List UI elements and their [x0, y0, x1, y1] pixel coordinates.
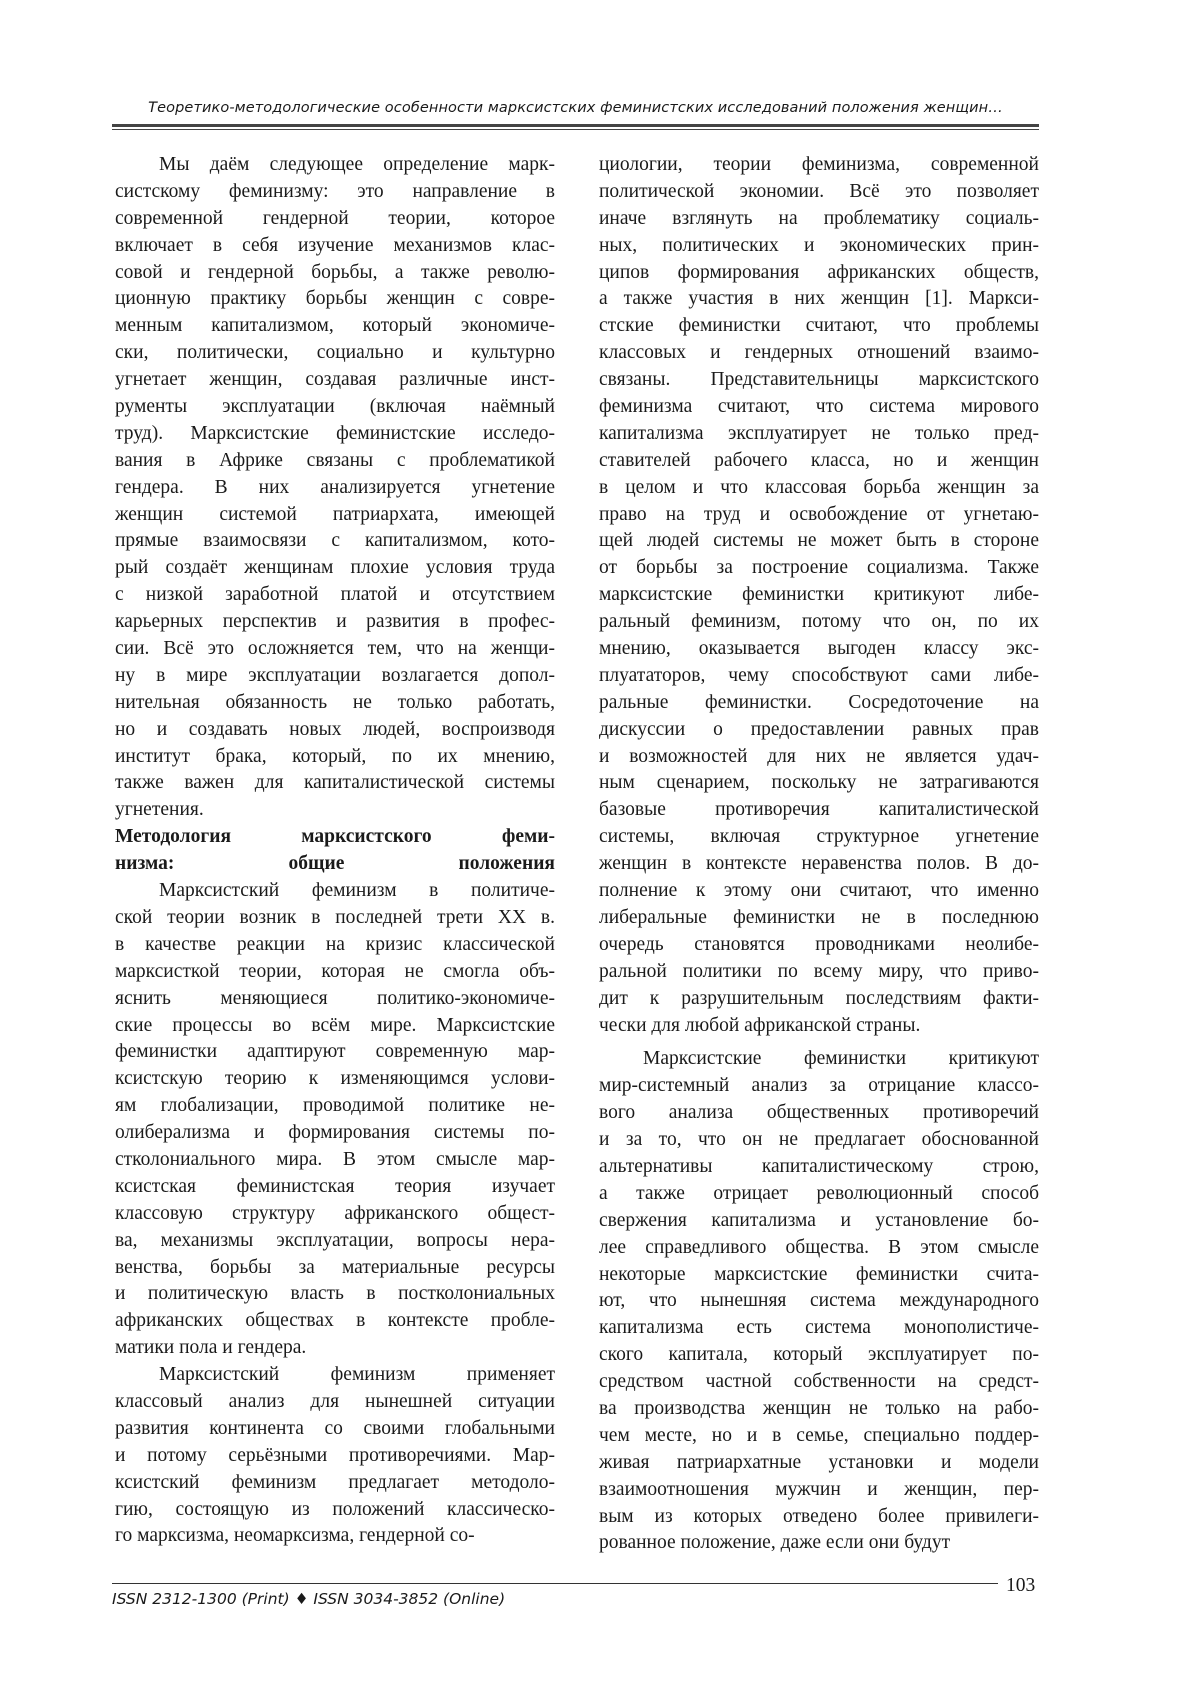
text-line: ксистскую теорию к изменяющимся услови- [115, 1068, 555, 1090]
text-line: африканских обществах в контексте пробле- [115, 1310, 555, 1332]
text-line: некоторые марксистские феминистки счита- [599, 1263, 1039, 1285]
text-line: а также отрицает революционный способ [599, 1182, 1039, 1204]
section-heading-line: низма: общие положения [115, 853, 555, 875]
footer-rule [112, 1583, 998, 1584]
text-line: ставителей рабочего класса, но и женщин [599, 449, 1039, 471]
text-line: классовых и гендерных отношений взаимо- [599, 342, 1039, 364]
text-line: классовый анализ для нынешней ситуации [115, 1390, 555, 1412]
text-line: нительная обязанность не только работать, [115, 691, 555, 713]
text-line: олиберализма и формирования системы по- [115, 1122, 555, 1144]
text-line: угнетения. [115, 799, 204, 821]
header-rule [112, 124, 1039, 130]
text-line: марксистские феминистки критикуют либе- [599, 584, 1039, 606]
text-line: с низкой заработной платой и отсутствием [115, 584, 555, 606]
text-line: феминизма считают, что система мирового [599, 396, 1039, 418]
text-line: но и создавать новых людей, воспроизводя [115, 718, 555, 740]
text-line: системы, включая структурное угнетение [599, 826, 1039, 848]
text-line: Марксистские феминистки критикуют [643, 1048, 1039, 1070]
text-line: совой и гендерной борьбы, а также револю- [115, 261, 555, 283]
text-line: свержения капитализма и установление бо- [599, 1209, 1039, 1231]
text-line: яснить меняющиеся политико-экономиче- [115, 987, 555, 1009]
text-line: альтернативы капиталистическому строю, [599, 1155, 1039, 1177]
text-line: базовые противоречия капиталистической [599, 799, 1039, 821]
section-heading-line: Методология марксистского феми- [115, 826, 555, 848]
text-line: включает в себя изучение механизмов клас- [115, 234, 555, 256]
text-line: мир-системный анализ за отрицание классо- [599, 1075, 1039, 1097]
text-line: марксисткой теории, которая не смогла объ- [115, 960, 555, 982]
text-line: вого анализа общественных противоречий [599, 1102, 1039, 1124]
text-line: прямые взаимосвязи с капитализмом, кото- [115, 530, 555, 552]
text-line: чески для любой африканской страны. [599, 1014, 921, 1036]
text-line: мнению, оказывается выгоден классу экс- [599, 638, 1039, 660]
text-line: ральной политики по всему миру, что приво- [599, 960, 1039, 982]
text-line: ных, политических и экономических прин- [599, 234, 1039, 256]
text-line: институт брака, который, по их мнению, [115, 745, 555, 767]
text-line: систскому феминизму: это направление в [115, 180, 555, 202]
text-line: феминистки адаптируют современную мар- [115, 1041, 555, 1063]
text-line: угнетает женщин, создавая различные инст- [115, 369, 555, 391]
text-line: чем месте, но и в семье, специально поддер- [599, 1424, 1039, 1446]
text-line: вым из которых отведено более привилеги- [599, 1505, 1039, 1527]
text-line: ксистский феминизм предлагает методоло- [115, 1471, 555, 1493]
text-line: взаимоотношения мужчин и женщин, пер- [599, 1478, 1039, 1500]
text-line: ски, политически, социально и культурно [115, 342, 555, 364]
text-line: вания в Африке связаны с проблематикой [115, 449, 555, 471]
text-line: ям глобализации, проводимой политике не- [115, 1095, 555, 1117]
text-line: рованное положение, даже если они будут [599, 1532, 951, 1554]
text-line: а также участия в них женщин [1]. Маркси- [599, 288, 1039, 310]
text-line: труд). Марксистские феминистские исследо- [115, 422, 555, 444]
text-line: плуататоров, чему способствуют сами либе- [599, 664, 1039, 686]
text-line: полнение к этому они считают, что именно [599, 880, 1039, 902]
page-number: 103 [1006, 1575, 1036, 1596]
text-line: матики пола и гендера. [115, 1337, 307, 1359]
text-line: ксистская феминистская теория изучает [115, 1175, 555, 1197]
text-line: рументы эксплуатации (включая наёмный [115, 396, 555, 418]
text-line: рый создаёт женщинам плохие условия труда [115, 557, 555, 579]
text-line: гендера. В них анализируется угнетение [115, 476, 555, 498]
text-line: капитализма эксплуатирует не только пред- [599, 422, 1039, 444]
text-line: карьерных перспектив и развития в профес- [115, 611, 555, 633]
text-line: капитализма есть система монополистиче- [599, 1317, 1039, 1339]
text-line: венства, борьбы за материальные ресурсы [115, 1256, 555, 1278]
text-line: от борьбы за построение социализма. Также [599, 557, 1039, 579]
text-line: стские феминистки считают, что проблемы [599, 315, 1039, 337]
right-column [599, 152, 1039, 1557]
text-line: стколониального мира. В этом смысле мар- [115, 1148, 555, 1170]
text-line: политической экономии. Всё это позволяет [599, 180, 1039, 202]
text-line: ва производства женщин не только на рабо- [599, 1397, 1039, 1419]
text-line: иначе взглянуть на проблематику социаль- [599, 207, 1039, 229]
paragraph-gap [599, 1039, 1039, 1046]
text-line: современной гендерной теории, которое [115, 207, 555, 229]
text-line: очередь становятся проводниками неолибе- [599, 933, 1039, 955]
text-line: в качестве реакции на кризис классической [115, 933, 555, 955]
text-line: го марксизма, неомарксизма, гендерной со- [115, 1525, 475, 1547]
text-line: женщин системой патриархата, имеющей [115, 503, 555, 525]
text-line: Мы даём следующее определение марк- [159, 154, 555, 175]
text-line: и за то, что он не предлагает обоснованной [599, 1129, 1039, 1151]
text-line: ципов формирования африканских обществ, [599, 261, 1039, 283]
text-line: и возможностей для них не является удач- [599, 745, 1039, 767]
text-line: ну в мире эксплуатации возлагается допол- [115, 664, 555, 686]
text-line: ным сценарием, поскольку не затрагиваются [599, 772, 1039, 794]
text-line: женщин в контексте неравенства полов. В до- [599, 853, 1039, 875]
text-line: право на труд и освобождение от угнетаю- [599, 503, 1039, 525]
text-line: Марксистский феминизм в политиче- [159, 880, 555, 902]
text-line: средством частной собственности на средст- [599, 1371, 1039, 1393]
text-line: ционную практику борьбы женщин с совре- [115, 288, 555, 310]
text-line: либеральные феминистки не в последнюю [599, 906, 1039, 928]
text-line: и потому серьёзными противоречиями. Мар- [115, 1444, 555, 1466]
issn-line: ISSN 2312-1300 (Print) ♦ ISSN 3034-3852 (Online) [112, 1590, 506, 1608]
text-line: ские процессы во всём мире. Марксистские [115, 1014, 555, 1036]
text-line: ской теории возник в последней трети XX в. [115, 906, 555, 928]
text-line: сии. Всё это осложняется тем, что на женщи- [115, 638, 555, 660]
text-line: щей людей системы не может быть в стороне [599, 530, 1039, 552]
text-line: также важен для капиталистической системы [115, 772, 555, 794]
text-line: живая патриархатные установки и модели [599, 1451, 1039, 1473]
text-line: менным капитализмом, который экономиче- [115, 315, 555, 337]
text-line: классовую структуру африканского общест- [115, 1202, 555, 1224]
text-line: ральный феминизм, потому что он, по их [599, 611, 1039, 633]
left-column [115, 152, 555, 1550]
text-line: в целом и что классовая борьба женщин за [599, 476, 1039, 498]
text-line: ва, механизмы эксплуатации, вопросы нера- [115, 1229, 555, 1251]
text-line: Марксистский феминизм применяет [159, 1364, 555, 1386]
text-line: дит к разрушительным последствиям факти- [599, 987, 1039, 1009]
text-line: развития континента со своими глобальными [115, 1417, 555, 1439]
text-line: ральные феминистки. Сосредоточение на [599, 691, 1039, 713]
text-line: ского капитала, который эксплуатирует по- [599, 1344, 1039, 1366]
text-line: связаны. Представительницы марксистского [599, 369, 1039, 391]
text-line: лее справедливого общества. В этом смысле [599, 1236, 1039, 1258]
text-line: дискуссии о предоставлении равных прав [599, 718, 1039, 740]
text-line: гию, состоящую из положений классическо- [115, 1498, 555, 1520]
text-line: ют, что нынешняя система международного [599, 1290, 1039, 1312]
text-line: и политическую власть в постколониальных [115, 1283, 555, 1305]
running-title: Теоретико-методологические особенности марксистских феминистских исследований положения женщин… [148, 100, 1003, 116]
text-line: циологии, теории феминизма, современной [599, 154, 1039, 175]
